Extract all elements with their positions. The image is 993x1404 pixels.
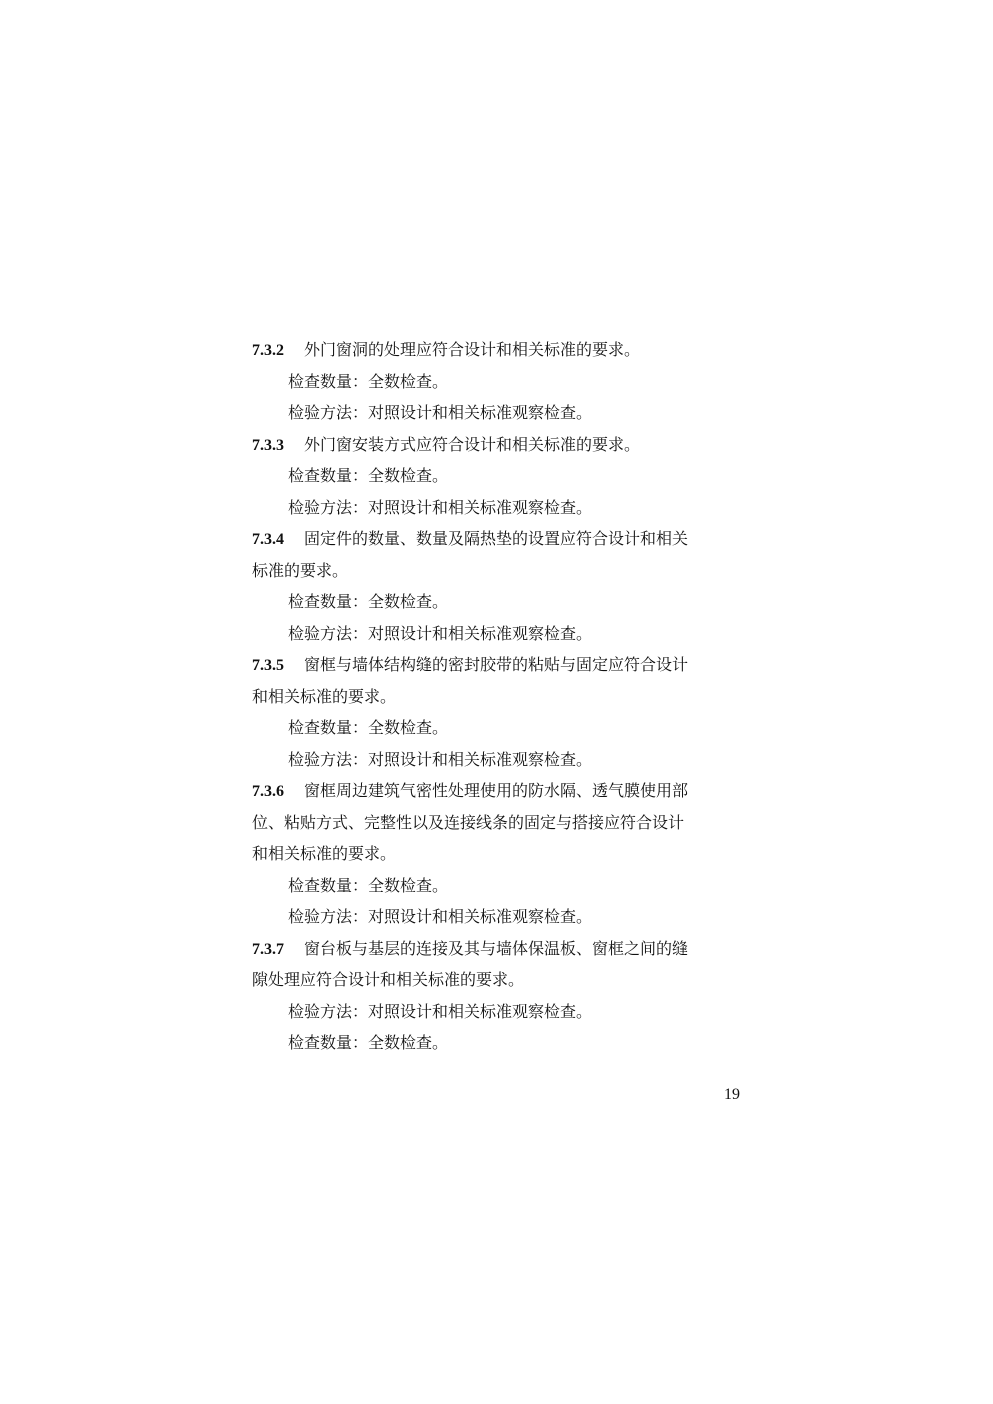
clause-7-3-5-line-2: 和相关标准的要求。 (252, 686, 397, 706)
inspection-method: 检验方法：对照设计和相关标准观察检查。 (288, 623, 593, 643)
clause-number: 7.3.5 (252, 657, 284, 674)
clause-7-3-7-line-1 (252, 933, 730, 965)
clause-7-3-6-line-1 (252, 775, 730, 807)
clause-text: 固定件的数量、数量及隔热垫的设置应符合设计和相关 (304, 529, 689, 548)
page-content (252, 334, 730, 1059)
inspection-quantity: 检查数量：全数检查。 (288, 592, 449, 611)
inspection-quantity: 检查数量：全数检查。 (288, 875, 449, 895)
clause-7-3-2-line-1 (252, 334, 730, 366)
inspection-method: 检验方法：对照设计和相关标准观察检查。 (288, 403, 593, 422)
inspection-quantity: 检查数量：全数检查。 (288, 1033, 449, 1052)
page-number: 19 (724, 1086, 740, 1103)
inspection-quantity: 检查数量：全数检查。 (288, 371, 449, 391)
clause-text: 窗框周边建筑气密性处理使用的防水隔、透气膜使用部 (304, 781, 689, 800)
inspection-method: 检验方法：对照设计和相关标准观察检查。 (288, 749, 593, 769)
clause-7-3-6-line-2: 位、粘贴方式、完整性以及连接线条的固定与搭接应符合设计 (252, 812, 685, 832)
clause-7-3-4-line-1 (252, 523, 730, 555)
clause-number: 7.3.4 (252, 531, 284, 548)
inspection-method: 检验方法：对照设计和相关标准观察检查。 (288, 1001, 593, 1021)
clause-7-3-3-line-1 (252, 429, 730, 461)
inspection-method: 检验方法：对照设计和相关标准观察检查。 (288, 907, 593, 926)
clause-text: 外门窗洞的处理应符合设计和相关标准的要求。 (304, 340, 641, 359)
clause-number: 7.3.2 (252, 342, 284, 359)
clause-7-3-6-line-3: 和相关标准的要求。 (252, 844, 397, 863)
inspection-quantity: 检查数量：全数检查。 (288, 466, 449, 485)
clause-7-3-5-line-1 (252, 649, 730, 681)
inspection-quantity: 检查数量：全数检查。 (288, 718, 449, 737)
clause-7-3-7-line-2: 隙处理应符合设计和相关标准的要求。 (252, 970, 525, 989)
clause-number: 7.3.3 (252, 436, 284, 454)
clause-text: 窗台板与基层的连接及其与墙体保温板、窗框之间的缝 (304, 938, 689, 958)
clause-number: 7.3.6 (252, 783, 284, 800)
clause-7-3-4-line-2: 标准的要求。 (252, 560, 349, 580)
inspection-method: 检验方法：对照设计和相关标准观察检查。 (288, 497, 593, 517)
clause-number: 7.3.7 (252, 940, 284, 958)
clause-text: 外门窗安装方式应符合设计和相关标准的要求。 (304, 434, 641, 454)
clause-text: 窗框与墙体结构缝的密封胶带的粘贴与固定应符合设计 (304, 655, 689, 674)
